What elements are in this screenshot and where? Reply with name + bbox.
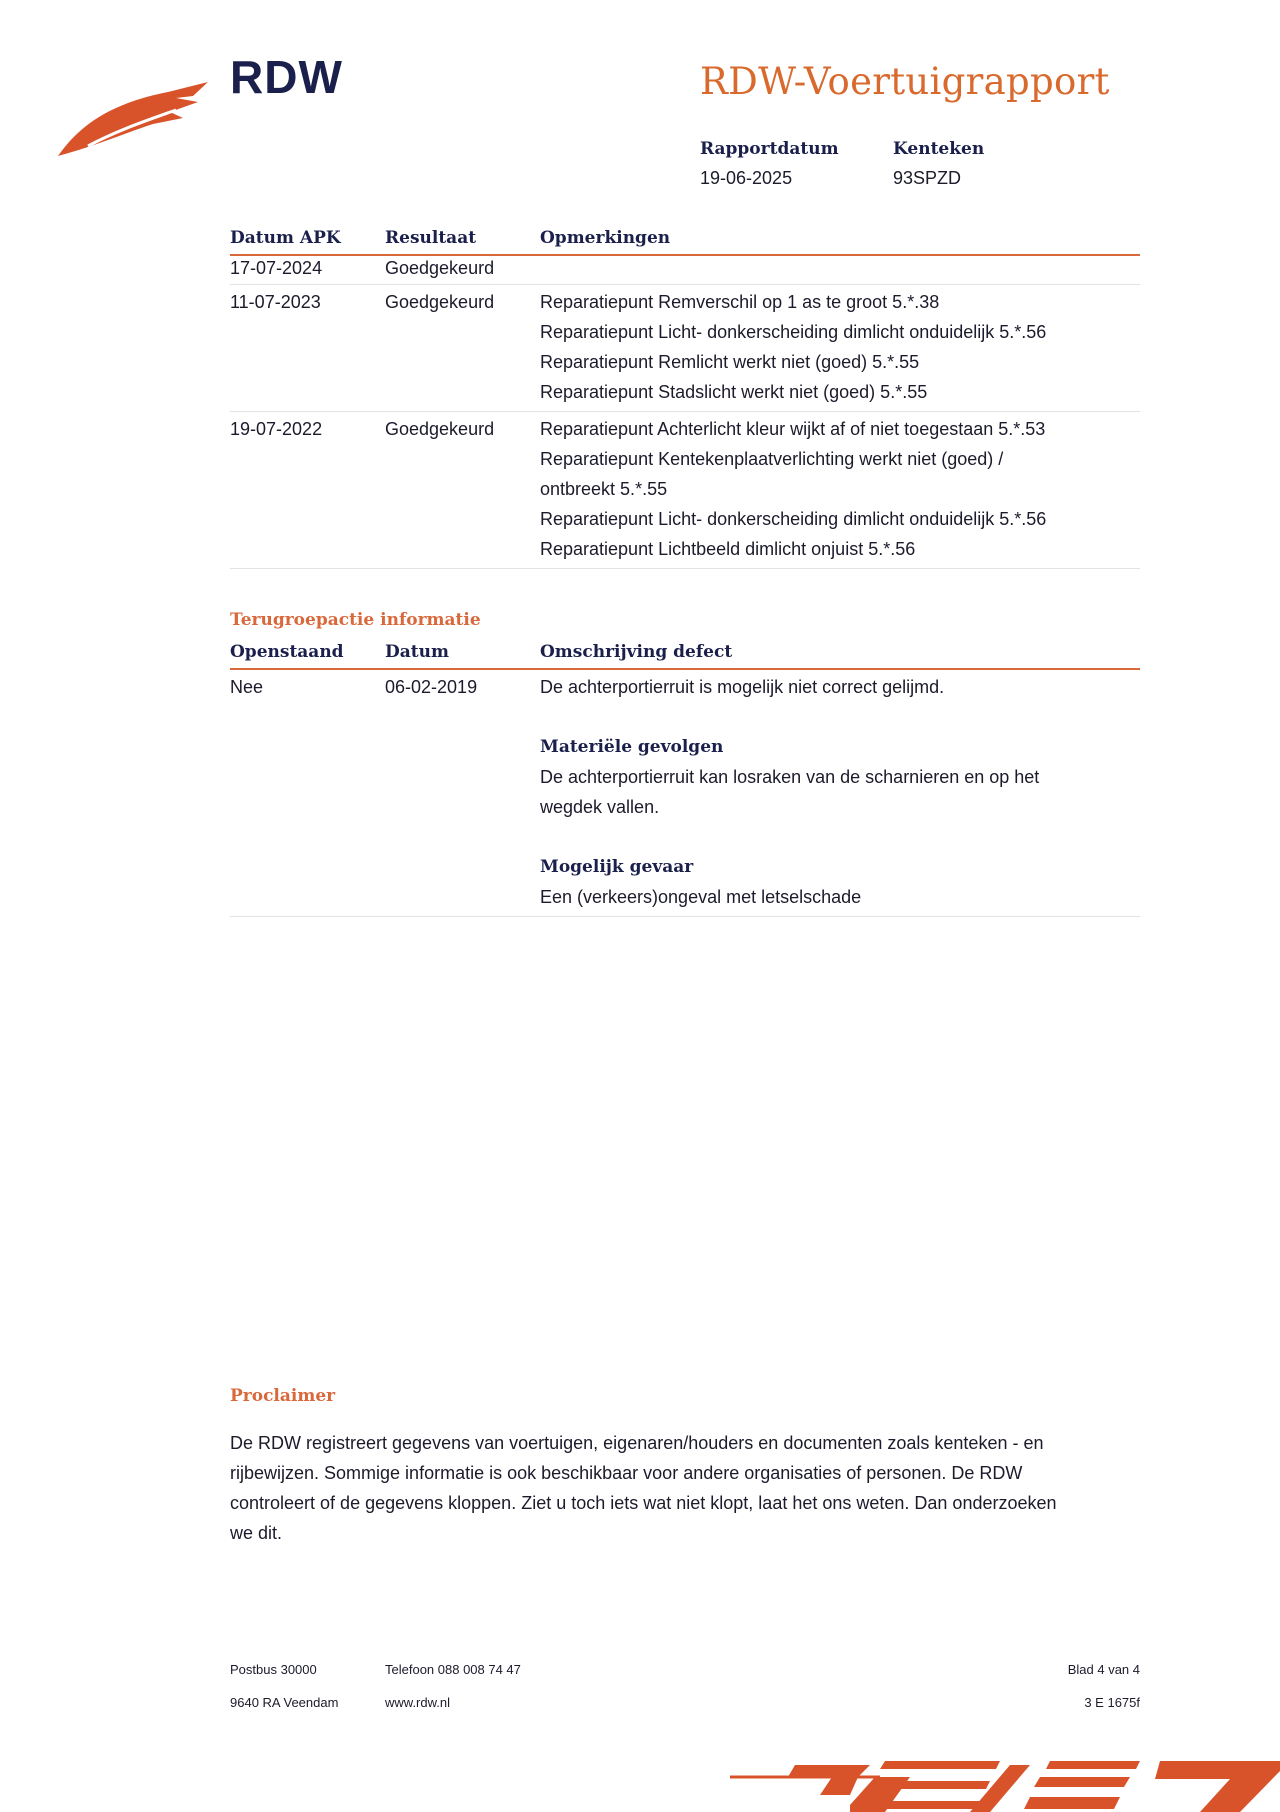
apk-result: Goedgekeurd	[385, 292, 495, 312]
remark: Reparatiepunt Licht- donkerscheiding dimlicht onduidelijk 5.*.56	[540, 509, 1047, 529]
rapportdatum-value: 19-06-2025	[700, 168, 793, 188]
remark: Reparatiepunt Kentekenplaatverlichting werkt niet (goed) /	[540, 449, 1004, 469]
remark: Reparatiepunt Remverschil op 1 as te groot 5.*.38	[540, 292, 940, 312]
proclaimer-title: Proclaimer	[230, 1386, 336, 1406]
apk-date: 11-07-2023	[230, 292, 321, 312]
consequences-text-line: wegdek vallen.	[540, 797, 660, 817]
remark: Reparatiepunt Achterlicht kleur wijkt af of niet toegestaan 5.*.53	[540, 419, 1046, 439]
column-header-omschrijving: Omschrijving defect	[540, 642, 733, 662]
danger-text: Een (verkeers)ongeval met letselschade	[540, 887, 862, 907]
apk-date: 19-07-2022	[230, 419, 323, 439]
apk-result: Goedgekeurd	[385, 419, 495, 439]
remark: Reparatiepunt Remlicht werkt niet (goed) 5.*.55	[540, 352, 920, 372]
remark: Reparatiepunt Lichtbeeld dimlicht onjuist 5.*.56	[540, 539, 916, 559]
rdw-logo-icon	[58, 80, 208, 162]
footer-document-code: 3 E 1675f	[1084, 1695, 1140, 1710]
proclaimer-line: rijbewijzen. Sommige informatie is ook beschikbaar voor andere organisaties of personen. De RDW	[230, 1463, 1023, 1483]
table-row	[230, 670, 1140, 917]
kenteken-value: 93SPZD	[893, 168, 962, 188]
proclaimer-text	[230, 1428, 1130, 1548]
column-header-openstaand: Openstaand	[230, 642, 344, 662]
column-header-datum-apk: Datum APK	[230, 228, 341, 248]
proclaimer-line: we dit.	[230, 1523, 283, 1543]
apk-table	[230, 224, 1140, 569]
table-row	[230, 256, 1140, 285]
column-header-datum: Datum	[385, 642, 449, 662]
table-row	[230, 412, 1140, 569]
recall-open: Nee	[230, 677, 264, 697]
recall-table-header	[230, 638, 1140, 670]
footer-page-number: Blad 4 van 4	[1067, 1662, 1140, 1677]
table-row	[230, 285, 1140, 412]
column-header-resultaat: Resultaat	[385, 228, 477, 248]
decorative-stripes-icon	[700, 1755, 1280, 1812]
footer-postbus: Postbus 30000	[230, 1662, 317, 1677]
danger-heading: Mogelijk gevaar	[540, 857, 694, 877]
consequences-text-line: De achterportierruit kan losraken van de scharnieren en op het	[540, 767, 1040, 787]
footer-phone: Telefoon 088 008 74 47	[385, 1662, 521, 1677]
apk-table-header	[230, 224, 1140, 256]
remark: Reparatiepunt Licht- donkerscheiding dimlicht onduidelijk 5.*.56	[540, 322, 1047, 342]
recall-defect: De achterportierruit is mogelijk niet correct gelijmd.	[540, 677, 945, 697]
column-header-opmerkingen: Opmerkingen	[540, 228, 671, 248]
logo-text: RDW	[230, 51, 343, 103]
footer-address: 9640 RA Veendam	[230, 1695, 339, 1710]
consequences-heading: Materiële gevolgen	[540, 737, 724, 757]
remark: ontbreekt 5.*.55	[540, 479, 668, 499]
recall-table	[230, 638, 1140, 917]
kenteken-label: Kenteken	[893, 139, 985, 159]
recall-section-title: Terugroepactie informatie	[230, 610, 481, 630]
recall-date: 06-02-2019	[385, 677, 478, 697]
report-title: RDW-Voertuigrapport	[700, 60, 1110, 103]
footer-website[interactable]: www.rdw.nl	[385, 1695, 451, 1710]
proclaimer-line: De RDW registreert gegevens van voertuigen, eigenaren/houders en documenten zoals kenteken - en	[230, 1433, 1044, 1453]
rapportdatum-label: Rapportdatum	[700, 139, 839, 159]
proclaimer-line: controleert of de gegevens kloppen. Ziet u toch iets wat niet klopt, laat het ons weten. Dan onderzoeken	[230, 1493, 1057, 1513]
apk-result: Goedgekeurd	[385, 258, 495, 278]
remark: Reparatiepunt Stadslicht werkt niet (goed) 5.*.55	[540, 382, 928, 402]
apk-date: 17-07-2024	[230, 258, 323, 278]
